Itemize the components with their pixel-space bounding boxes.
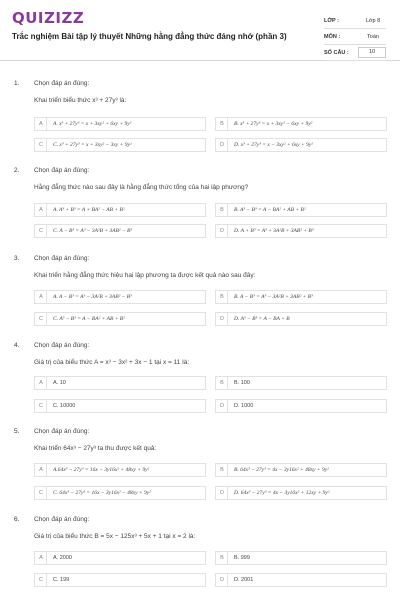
option-a[interactable] [34, 376, 206, 390]
option-text: B. 64x³ − 27y³ = 4x − 3y16x² + 48xy + 9y² [234, 467, 329, 473]
option-a[interactable] [34, 117, 206, 131]
option-d[interactable] [215, 486, 387, 500]
option-a[interactable] [34, 551, 206, 565]
question-number: 4. [14, 342, 20, 349]
option-c[interactable] [34, 486, 206, 500]
option-text: C. x³ + 27y³ = x + 3xy² − 3xy + 9y² [53, 142, 132, 148]
question-stem: Khai triển biểu thức x³ + 27y³ là: [34, 97, 127, 104]
meta-row-subject [324, 29, 386, 45]
option-letter: A [36, 291, 47, 303]
option-text: C. 64x³ − 27y³ = 16x − 3y16x² − 48xy + 9y² [53, 490, 151, 496]
option-letter: B [217, 204, 228, 216]
option-letter: A [36, 204, 47, 216]
option-text: D. 1000 [234, 403, 254, 409]
option-d[interactable] [215, 138, 387, 152]
question-number: 3. [14, 255, 20, 262]
meta-row-class [324, 13, 386, 29]
meta-key: LỚP : [324, 17, 339, 24]
option-letter: A [36, 464, 47, 476]
option-letter: C [36, 400, 47, 412]
option-text: C. A − B³ = A³ − 3A²B + 3AB² − B³ [53, 228, 133, 234]
option-text: B. 999 [234, 555, 250, 561]
option-letter: D [217, 225, 228, 237]
page-header [0, 0, 400, 61]
quiz-meta [324, 13, 386, 61]
option-letter: B [217, 291, 228, 303]
quizizz-logo: QUIZIZZ [12, 9, 85, 27]
meta-row-count [324, 45, 386, 61]
option-c[interactable] [34, 399, 206, 413]
option-text: D. A³ − B³ = A − BA + B [234, 316, 290, 322]
option-d[interactable] [215, 224, 387, 238]
option-text: D. A + B³ = A³ + 3A²B + 3AB² + B³ [234, 228, 314, 234]
option-letter: D [217, 574, 228, 586]
quiz-title: Trắc nghiệm Bài tập lý thuyết Những hằng đẳng thức đáng nhớ (phần 3) [12, 32, 287, 41]
option-letter: D [217, 487, 228, 499]
meta-key: SỐ CÂU : [324, 49, 349, 56]
option-text: A.64x³ − 27y³ = 16x − 3y16x² + 48xy + 9y² [53, 467, 150, 473]
question-number: 5. [14, 428, 20, 435]
meta-value: 10 [358, 47, 386, 58]
option-text: A. x³ + 27y³ = x + 3xy² + 6xy + 9y² [53, 121, 132, 127]
meta-value: Lớp 8 [365, 17, 381, 24]
option-letter: B [217, 377, 228, 389]
question-instruction: Chọn đáp án đúng: [34, 80, 90, 87]
question-instruction: Chọn đáp án đúng: [34, 428, 90, 435]
option-a[interactable] [34, 203, 206, 217]
option-letter: C [36, 313, 47, 325]
question-number: 2. [14, 167, 20, 174]
option-letter: B [217, 464, 228, 476]
option-text: C. 10000 [53, 403, 76, 409]
option-letter: A [36, 552, 47, 564]
option-text: C. 199 [53, 577, 70, 583]
option-b[interactable] [215, 551, 387, 565]
option-text: A. 2000 [53, 555, 72, 561]
meta-key: MÔN : [324, 33, 341, 40]
option-letter: B [217, 552, 228, 564]
option-d[interactable] [215, 312, 387, 326]
option-c[interactable] [34, 573, 206, 587]
option-c[interactable] [34, 224, 206, 238]
option-b[interactable] [215, 463, 387, 477]
question-instruction: Chọn đáp án đúng: [34, 255, 90, 262]
option-text: B. A − B³ = A³ − 3A²B + 3AB² + B³ [234, 294, 313, 300]
question-stem: Hằng đẳng thức nào sau đây là hằng đẳng thức tổng của hai lập phương? [34, 184, 249, 191]
option-text: D. 2001 [234, 577, 254, 583]
question-stem: Giá trị của biểu thức A = x³ − 3x² + 3x − 1 tại x = 11 là: [34, 359, 190, 366]
option-text: B. x³ + 27y³ = x + 3xy² − 6xy + 9y² [234, 121, 313, 127]
question-stem: Khai triển hằng đẳng thức hiệu hai lập phương ta được kết quả nào sau đây: [34, 272, 256, 279]
option-letter: D [217, 313, 228, 325]
question-number: 6. [14, 516, 20, 523]
option-letter: D [217, 400, 228, 412]
option-d[interactable] [215, 399, 387, 413]
option-letter: A [36, 377, 47, 389]
option-a[interactable] [34, 463, 206, 477]
question-number: 1. [14, 80, 20, 87]
option-letter: D [217, 139, 228, 151]
option-letter: A [36, 118, 47, 130]
option-text: A. A − B³ = A³ − 3A²B + 3AB² − B³ [53, 294, 132, 300]
option-letter: C [36, 139, 47, 151]
question-instruction: Chọn đáp án đúng: [34, 516, 90, 523]
option-letter: C [36, 487, 47, 499]
option-text: B. 100 [234, 380, 250, 386]
meta-value: Toán [367, 33, 379, 40]
option-text: D. 64x³ − 27y³ = 4x − 3y16x² + 12xy + 9y² [234, 490, 330, 496]
option-text: D. x³ + 27y³ = x − 3xy² + 6xy + 9y² [234, 142, 313, 148]
option-text: C. A³ − B³ = A − BA² + AB + B² [53, 316, 125, 322]
option-a[interactable] [34, 290, 206, 304]
option-d[interactable] [215, 573, 387, 587]
option-text: B. A³ − B³ = A − BA² + AB + B² [234, 207, 306, 213]
question-instruction: Chọn đáp án đúng: [34, 342, 90, 349]
option-b[interactable] [215, 203, 387, 217]
option-text: A. A³ + B³ = A + BA² − AB + B² [53, 207, 125, 213]
option-letter: C [36, 225, 47, 237]
option-b[interactable] [215, 290, 387, 304]
option-c[interactable] [34, 138, 206, 152]
question-stem: Giá trị của biểu thức B = 5x − 125x³ + 5x + 1 tại x = 2 là: [34, 533, 196, 540]
option-b[interactable] [215, 117, 387, 131]
option-c[interactable] [34, 312, 206, 326]
option-letter: C [36, 574, 47, 586]
question-stem: Khai triển 64x³ − 27y³ ta thu được kết quả: [34, 445, 157, 452]
option-b[interactable] [215, 376, 387, 390]
question-instruction: Chọn đáp án đúng: [34, 167, 90, 174]
option-letter: B [217, 118, 228, 130]
option-text: A. 10 [53, 380, 66, 386]
